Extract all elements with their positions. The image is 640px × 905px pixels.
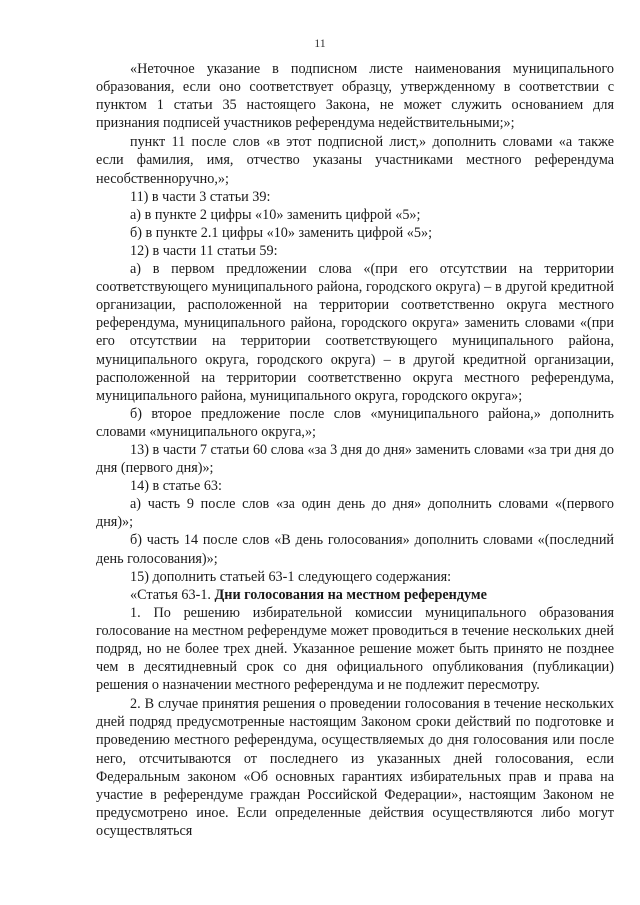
paragraph: а) в пункте 2 цифры «10» заменить цифрой «5»; <box>130 206 421 223</box>
paragraph: пункт 11 после слов «в этот подписной лист,» дополнить словами «а также если фамилия, имя, отчество указаны участниками местного референдума несобственноручно,»; <box>96 134 614 187</box>
article-heading <box>96 586 614 604</box>
article-paragraph: 2. В случае принятия решения о проведении голосования в течение нескольких дней подряд предусмотренные настоящим Законом сроки действий по подготовке и проведению местного референдума, осуществляемых до дня голосования или после него, отсчитываются от последнего из указанных дней голосования, если Федеральным законом «Об основных гарантиях избирательных прав и права на участие в референдуме граждан Российской Федерации», настоящим Законом не предусмотрено иное. Если определенные действия осуществляются либо могут осуществляться <box>96 696 614 839</box>
paragraph: 13) в части 7 статьи 60 слова «за 3 дня до дня» заменить словами «за три дня до дня (первого дня)»; <box>96 441 614 477</box>
document-body <box>96 60 614 840</box>
article-title: Дни голосования на местном референдуме <box>214 586 487 603</box>
paragraph: 14) в статье 63: <box>130 478 222 495</box>
paragraph: а) часть 9 после слов «за один день до дня» дополнить словами «(первого дня)»; <box>96 496 614 531</box>
article-prefix: «Статья 63-1. <box>130 586 215 603</box>
paragraph: б) в пункте 2.1 цифры «10» заменить цифрой «5»; <box>130 224 433 241</box>
paragraph: 12) в части 11 статьи 59: <box>130 242 278 259</box>
paragraph: 11) в части 3 статьи 39: <box>130 188 271 205</box>
paragraph: б) второе предложение после слов «муниципального района,» дополнить словами «муниципального округа,»; <box>96 405 614 440</box>
paragraph: 15) дополнить статьей 63-1 следующего содержания: <box>130 568 452 585</box>
article-paragraph: 1. По решению избирательной комиссии муниципального образования голосование на местном референдуме может проводиться в течение нескольких дней подряд, но не более трех дней. Указанное решение может быть принято не позднее чем в десятидневный срок со дня официального опубликования (публикации) решения о назначении местного референдума и не подлежит пересмотру. <box>96 604 614 694</box>
paragraph: «Неточное указание в подписном листе наименования муниципального образования, если оно соответствует образцу, утвержденному в соответствии с пунктом 1 статьи 35 настоящего Закона, не может служить основанием для признания подписей участников референдума недействительными;»; <box>96 61 614 132</box>
paragraph: а) в первом предложении слова «(при его отсутствии на территории соответствующего муниципального района, городского округа) – в другой кредитной организации, расположенной на территории соответственно округа местного референдума, муниципального района, городского округа» заменить словами «(при его отсутствии на территории соответствующего муниципального района, муниципального округа, городского округа) – в другой кредитной организации, расположенной на территории соответственно округа местного референдума, муниципального района, муниципального округа, городского округа»; <box>96 261 614 404</box>
page-number: 11 <box>314 36 326 50</box>
paragraph: б) часть 14 после слов «В день голосования» дополнить словами «(последний день голосования)»; <box>96 532 614 567</box>
